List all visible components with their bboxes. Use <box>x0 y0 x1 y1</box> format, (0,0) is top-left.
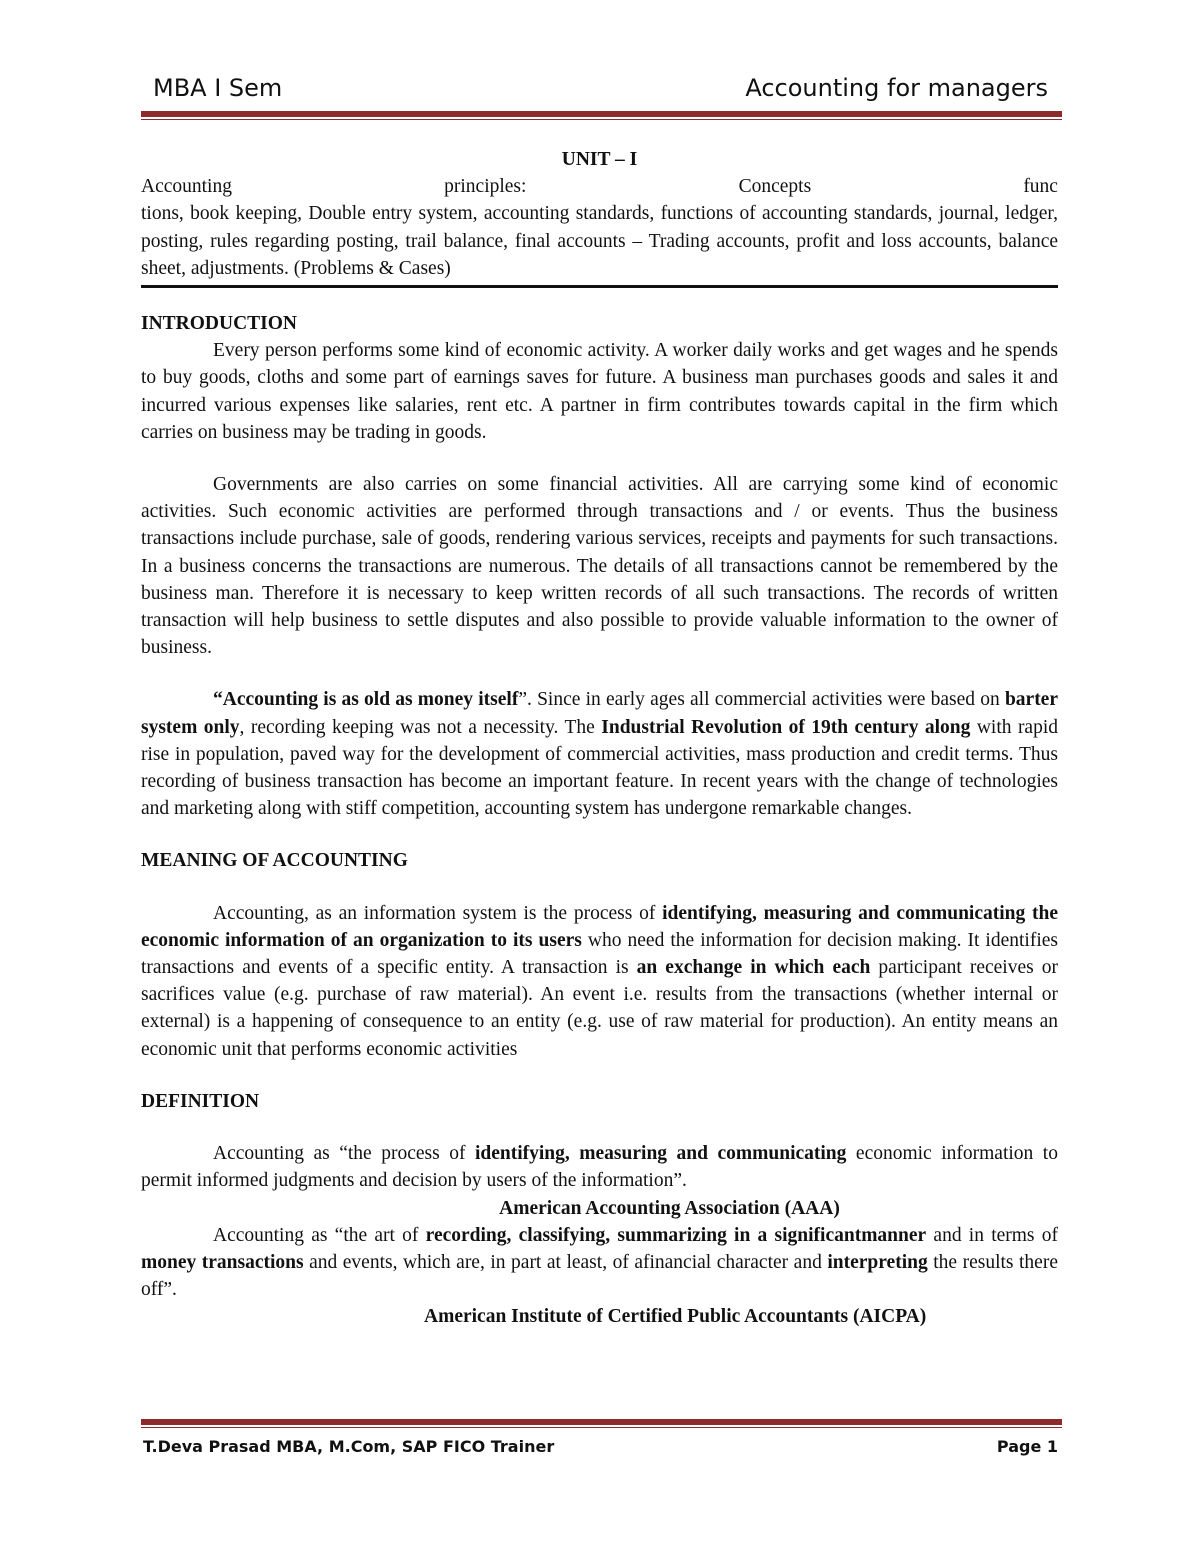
syllabus-word: Concepts <box>738 176 812 198</box>
footer-author: T.Deva Prasad MBA, M.Com, SAP FICO Trainer <box>143 1437 555 1456</box>
footer-page-number: Page 1 <box>996 1437 1058 1456</box>
bold-phrase: identifying, measuring and communicating <box>474 1143 847 1165</box>
syllabus-word: func <box>1023 176 1058 198</box>
meaning-paragraph: Accounting, as an information system is the process of identifying, measuring and communicating the economic information of an organization to its users who need the information for decision making. It identifies transactions and events of a specific entity. A transaction is an exchange in which each participant receives or sacrifices value (e.g. purchase of raw material). An event i.e. results from the transactions (whether internal or external) is a happening of consequence to an entity (e.g. use of raw material for production). An entity means an economic unit that performs economic activities <box>141 902 1058 1060</box>
syllabus-word: principles: <box>444 176 527 198</box>
header-rule-thin <box>141 119 1062 120</box>
bold-phrase: barter system only <box>141 689 1058 738</box>
introduction-heading: INTRODUCTION <box>141 313 298 335</box>
definition-heading: DEFINITION <box>141 1090 260 1112</box>
unit-title: UNIT – I <box>561 149 638 170</box>
introduction-paragraph-2: Governments are also carries on some financial activities. All are carrying some kind of economic activities. Such economic activities are performed through transactions and / or events. Thus the business transactions include purchase, sale of goods, rendering various services, receipts and payments for such transactions. In a business concerns the transactions are numerous. The details of all transactions cannot be remembered by the business man. Therefore it is necessary to keep written records of all such transactions. The records of written transaction will help business to settle disputes and also possible to provide valuable information to the owner of business. <box>141 474 1058 659</box>
syllabus-word: Accounting <box>141 176 232 198</box>
unit-syllabus: tions, book keeping, Double entry system, accounting standards, functions of accounting standards, journal, ledger, posting, rules regarding posting, trail balance, final accounts – Trading accounts, profit and loss accounts, balance sheet, adjustments. (Problems & Cases) <box>141 203 1058 279</box>
page-body <box>141 146 1058 1331</box>
meaning-heading: MEANING OF ACCOUNTING <box>141 850 408 872</box>
bold-phrase: Industrial Revolution of 19th century along <box>601 716 971 738</box>
header-subject: Accounting for managers <box>745 74 1048 102</box>
definition-aicpa: Accounting as “the art of recording, classifying, summarizing in a significantmanner and in terms of money transactions and events, which are, in part at least, of afinancial character and interpreting the results there off”. <box>141 1224 1058 1301</box>
bold-phrase: identifying, measuring and communicating the economic information of an organization to its users <box>141 902 1058 951</box>
bold-phrase: an exchange in which each <box>636 957 871 979</box>
introduction-paragraph-1: Every person performs some kind of economic activity. A worker daily works and get wages and he spends to buy goods, cloths and some part of earnings saves for future. A business man purchases goods and sales it and incurred various expenses like salaries, rent etc. A partner in firm contributes towards capital in the firm which carries on business may be trading in goods. <box>141 340 1058 443</box>
bold-phrase: “Accounting is as old as money itself <box>213 689 519 711</box>
introduction-paragraph-3: “Accounting is as old as money itself”. Since in early ages all commercial activities were based on barter system only, recording keeping was not a necessity. The Industrial Revolution of 19th century along with rapid rise in population, paved way for the development of commercial activities, mass production and credit terms. Thus recording of business transaction has become an important feature. In recent years with the change of technologies and marketing along with stiff competition, accounting system has undergone remarkable changes. <box>141 689 1059 820</box>
footer-rule <box>141 1419 1062 1425</box>
definition-aaa-source: American Accounting Association (AAA) <box>499 1197 840 1219</box>
header-course: MBA I Sem <box>153 74 283 102</box>
bold-phrase: money transactions <box>141 1251 304 1273</box>
definition-aicpa-source: American Institute of Certified Public Accountants (AICPA) <box>424 1306 927 1328</box>
bold-phrase: interpreting <box>827 1251 928 1273</box>
definition-aaa: Accounting as “the process of identifying, measuring and communicating economic information to permit informed judgments and decision by users of the information”. <box>141 1143 1058 1192</box>
page-header <box>141 74 1060 110</box>
footer-rule-thin <box>141 1427 1062 1428</box>
unit-syllabus-first-line <box>141 173 1058 200</box>
header-rule <box>141 111 1062 117</box>
bold-phrase: recording, classifying, summarizing in a significantmanner <box>425 1224 927 1246</box>
